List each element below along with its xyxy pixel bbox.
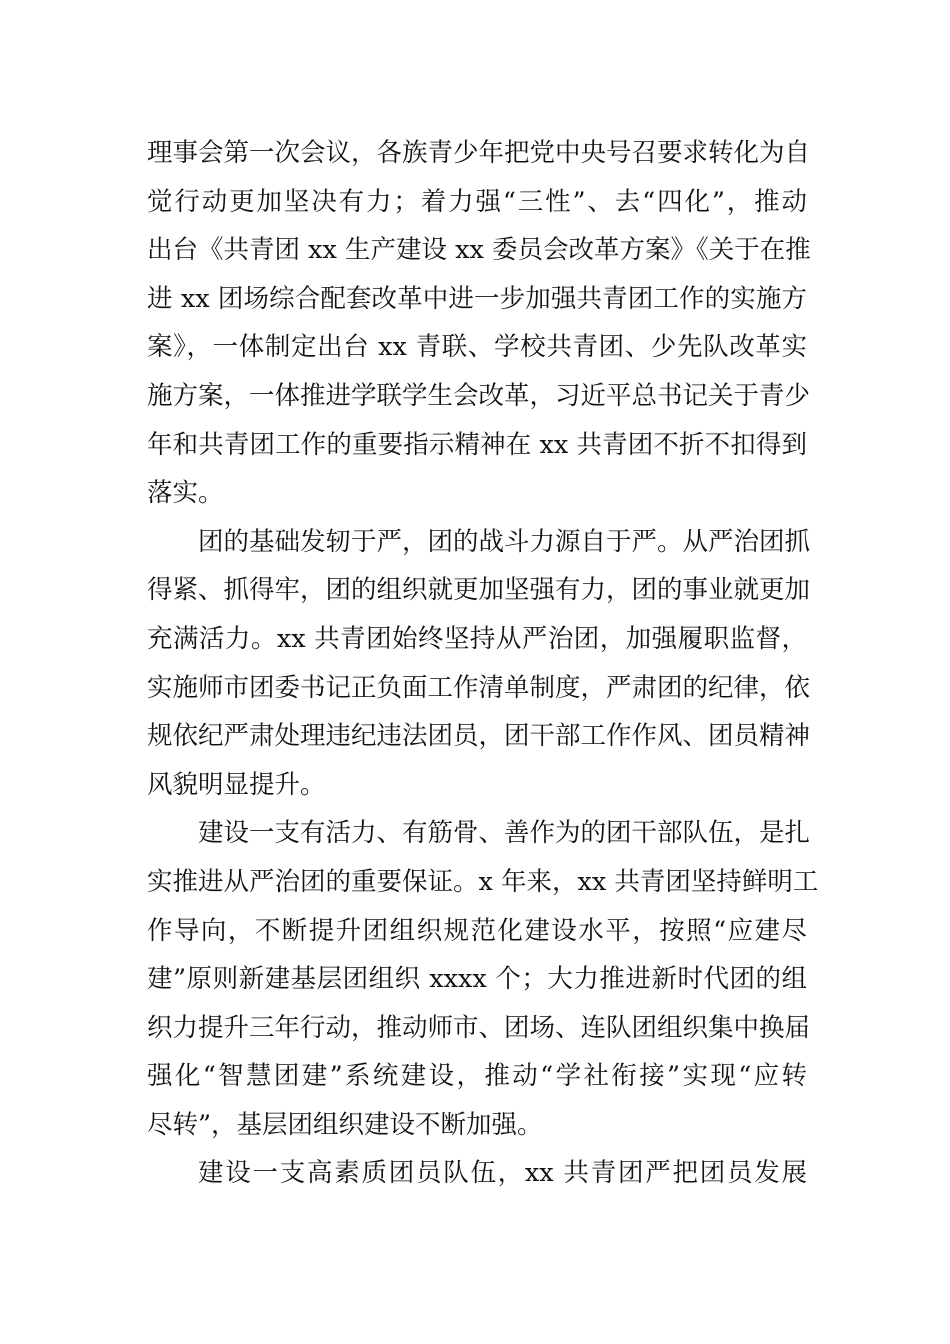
paragraph-3-line-1: 建设一支有活力、有筋骨、善作为的团干部队伍，是扎 (198, 818, 811, 849)
paragraph-1-line-7: 年和共青团工作的重要指示精神在 xx 共青团不折不扣得到 (147, 429, 807, 460)
paragraph-3-line-7: 尽转”，基层团组织建设不断加强。 (147, 1109, 543, 1140)
paragraph-2-line-4: 实施师市团委书记正负面工作清单制度，严肃团的纪律，依 (147, 672, 811, 703)
paragraph-2-line-2: 得紧、抓得牢，团的组织就更加坚强有力，团的事业就更加 (147, 575, 811, 606)
paragraph-3-line-5: 织力提升三年行动，推动师市、团场、连队团组织集中换届 (147, 1012, 811, 1043)
paragraph-2-line-1: 团的基础发轫于严，团的战斗力源自于严。从严治团抓 (198, 526, 811, 557)
paragraph-2-line-3: 充满活力。xx 共青团始终坚持从严治团，加强履职监督， (147, 623, 807, 654)
paragraph-1-line-2: 觉行动更加坚决有力；着力强“三性”、去“四化”，推动 (147, 186, 807, 217)
paragraph-3-line-6: 强化“智慧团建”系统建设，推动“学社衔接”实现“应转 (147, 1061, 807, 1092)
paragraph-1-line-3: 出台《共青团 xx 生产建设 xx 委员会改革方案》《关于在推 (147, 235, 811, 266)
paragraph-4-line-1: 建设一支高素质团员队伍，xx 共青团严把团员发展 (198, 1158, 807, 1189)
paragraph-1-line-5: 案》，一体制定出台 xx 青联、学校共青团、少先队改革实 (147, 332, 807, 363)
paragraph-1-line-4: 进 xx 团场综合配套改革中进一步加强共青团工作的实施方 (147, 283, 807, 314)
paragraph-1-line-8: 落实。 (147, 478, 224, 509)
paragraph-2-line-5: 规依纪严肃处理违纪违法团员，团干部工作作风、团员精神 (147, 721, 811, 752)
paragraph-3-line-4: 建”原则新建基层团组织 xxxx 个；大力推进新时代团的组 (147, 964, 807, 995)
paragraph-1-line-6: 施方案，一体推进学联学生会改革，习近平总书记关于青少 (147, 380, 811, 411)
paragraph-3-line-2: 实推进从严治团的重要保证。x 年来，xx 共青团坚持鲜明工 (147, 866, 819, 897)
document-body (147, 129, 819, 1198)
paragraph-1-line-1: 理事会第一次会议，各族青少年把党中央号召要求转化为自 (147, 138, 811, 168)
paragraph-2-line-6: 风貌明显提升。 (147, 769, 326, 800)
paragraph-3-line-3: 作导向，不断提升团组织规范化建设水平，按照“应建尽 (147, 915, 807, 946)
